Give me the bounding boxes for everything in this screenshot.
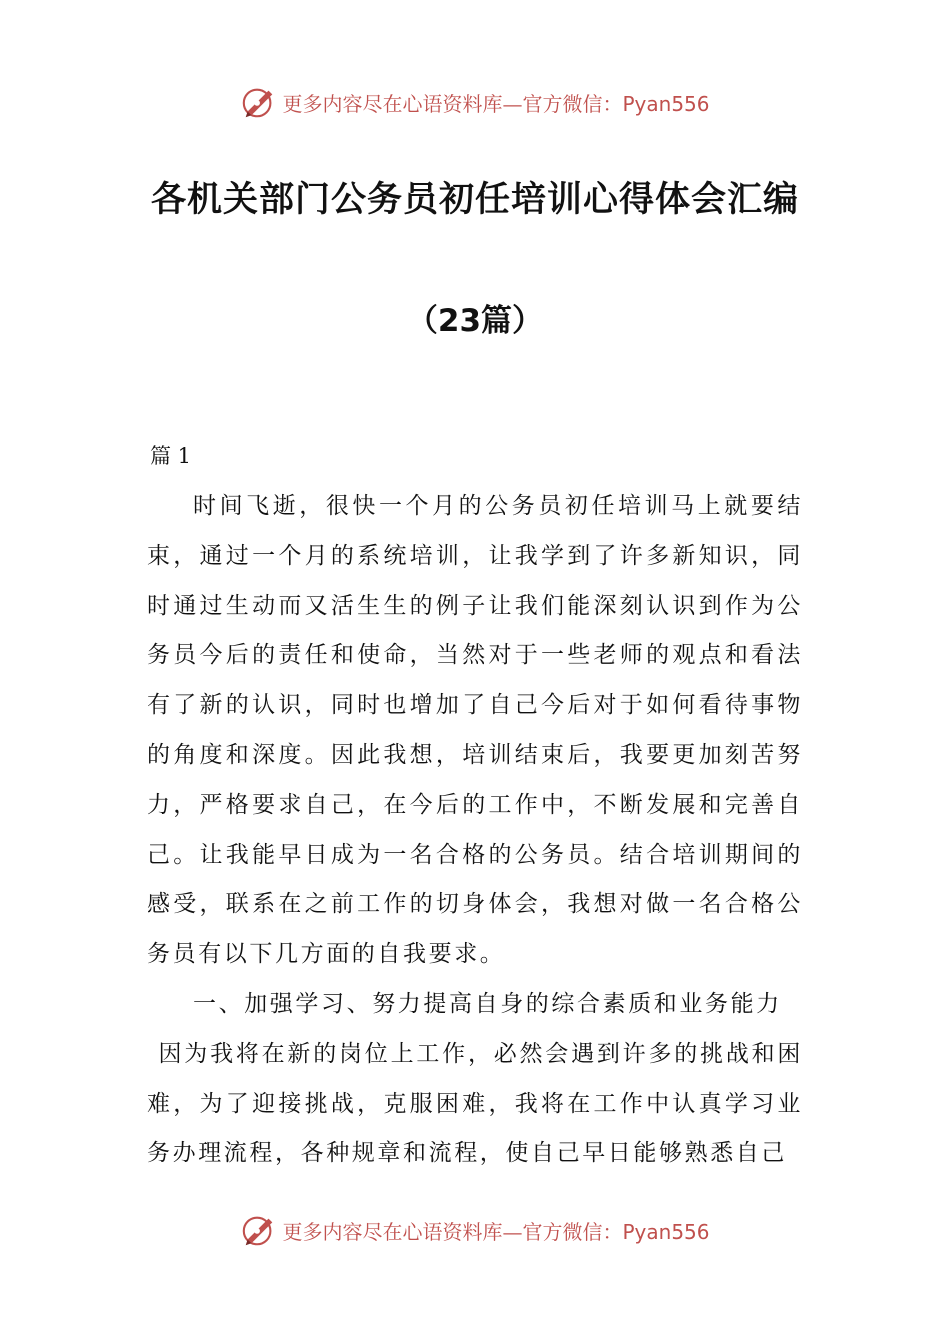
banner-text: 更多内容尽在心语资料库—官方微信： <box>282 1219 623 1244</box>
header-banner <box>0 82 950 122</box>
wechat-id: Pyan556 <box>622 91 710 116</box>
banner-text: 更多内容尽在心语资料库—官方微信： <box>282 91 623 116</box>
footer-banner <box>0 1210 950 1250</box>
paragraph: 因为我将在新的岗位上工作，必然会遇到许多的挑战和困难，为了迎接挑战，克服困难，我将在工作中认真学习业务办理流程，各种规章和流程，使自己早日能够熟悉自己 <box>147 1040 803 1167</box>
pen-circle-logo-icon <box>240 1211 278 1249</box>
section-label: 篇 1 <box>150 444 192 468</box>
pen-circle-logo-icon <box>240 83 278 121</box>
document-subtitle: （23篇） <box>406 303 544 339</box>
wechat-id: Pyan556 <box>622 1219 710 1244</box>
body-text <box>147 482 803 1179</box>
paragraph: 时间飞逝，很快一个月的公务员初任培训马上就要结束，通过一个月的系统培训，让我学到了许多新知识，同时通过生动而又活生生的例子让我们能深刻认识到作为公务员今后的责任和使命，当然对于一些老师的观点和看法有了新的认识，同时也增加了自己今后对于如何看待事物的角度和深度。因此我想，培训结束后，我要更加刻苦努力，严格要求自己，在今后的工作中，不断发展和完善自己。让我能早日成为一名合格的公务员。结合培训期间的感受，联系在之前工作的切身体会，我想对做一名合格公务员有以下几方面的自我要求。 <box>147 493 803 968</box>
document-title: 各机关部门公务员初任培训心得体会汇编 <box>150 180 799 220</box>
paragraph-heading: 一、加强学习、努力提高自身的综合素质和业务能力 <box>193 990 782 1017</box>
